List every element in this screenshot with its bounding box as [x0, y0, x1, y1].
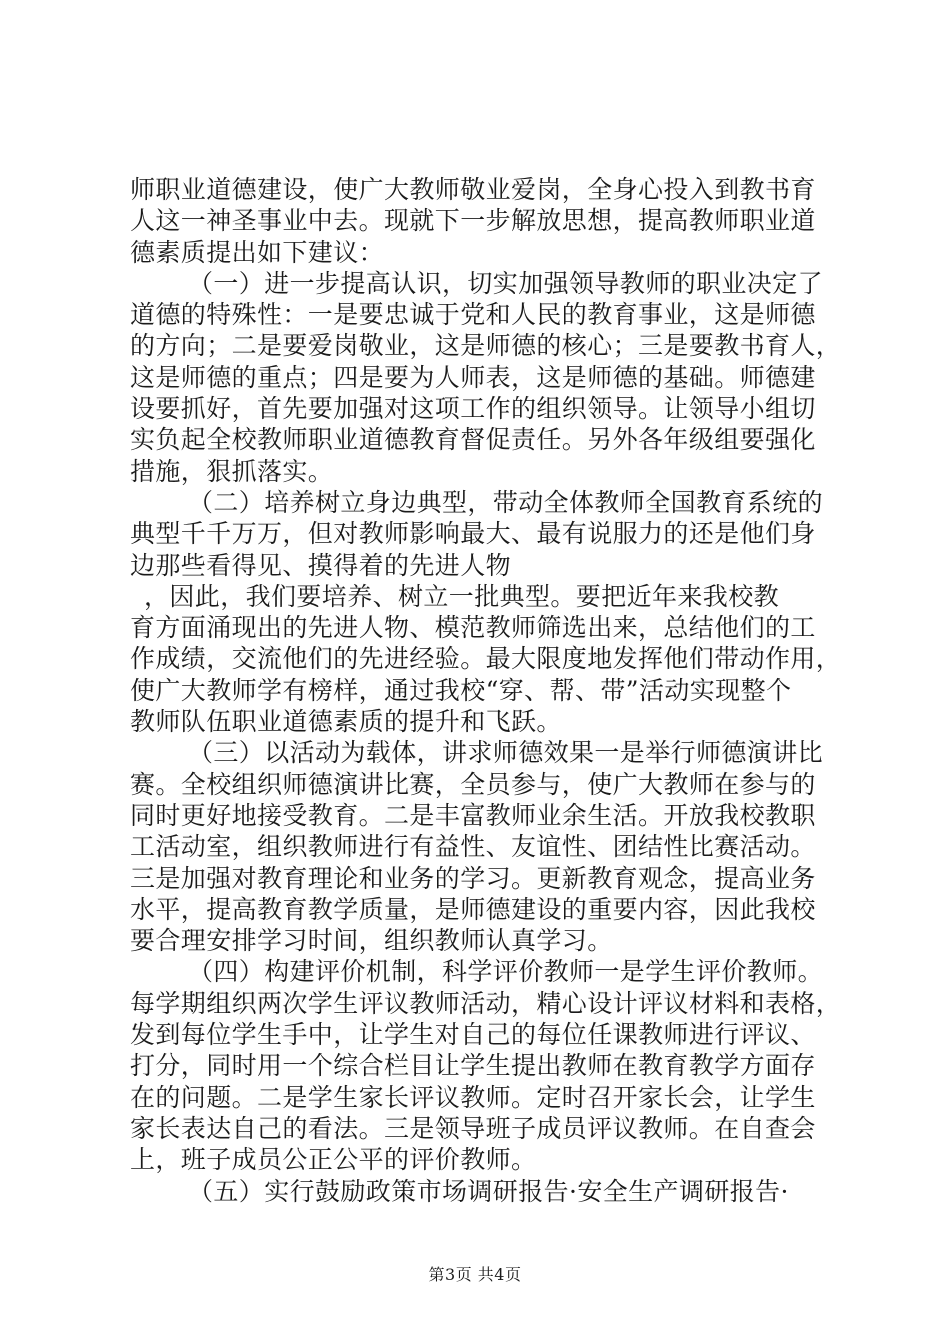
text-line: 使广大教师学有榜样，通过我校“穿、帮、带”活动实现整个 [130, 675, 792, 705]
text-line: 育方面涌现出的先进人物、模范教师筛选出来，总结他们的工 [130, 613, 816, 643]
page-footer [0, 1262, 950, 1285]
text-line: 工活动室，组织教师进行有益性、友谊性、团结性比赛活动。 [130, 832, 816, 862]
text-line: 道德的特殊性：一是要忠诚于党和人民的教育事业，这是师德 [130, 300, 816, 330]
text-line: 每学期组织两次学生评议教师活动，精心设计评议材料和表格， [130, 988, 842, 1018]
text-line: 措施，狠抓落实。 [130, 456, 334, 486]
text-line: 要合理安排学习时间，组织教师认真学习。 [130, 926, 613, 956]
text-line: 德素质提出如下建议： [130, 237, 385, 267]
text-line: 上，班子成员公正公平的评价教师。 [130, 1145, 537, 1175]
text-line: 在的问题。二是学生家长评议教师。定时召开家长会，让学生 [130, 1082, 816, 1112]
text-line: ，因此，我们要培养、树立一批典型。要把近年来我校教 [144, 581, 780, 611]
text-line: 典型千千万万，但对教师影响最大、最有说服力的还是他们身 [130, 519, 816, 549]
paragraph-heading-4: （四）构建评价机制，科学评价教师一是学生评价教师。 [188, 957, 824, 987]
page-number: 第3页 共4页 [428, 1265, 522, 1284]
text-line: 教师队伍职业道德素质的提升和飞跃。 [130, 707, 562, 737]
paragraph-heading-5: （五）实行鼓励政策市场调研报告·安全生产调研报告· [188, 1176, 789, 1206]
text-line: 打分，同时用一个综合栏目让学生提出教师在教育教学方面存 [130, 1051, 816, 1081]
paragraph-heading-3: （三）以活动为载体，讲求师德效果一是举行师德演讲比 [188, 738, 824, 768]
text-line: 水平，提高教育教学质量，是师德建设的重要内容，因此我校 [130, 894, 816, 924]
text-line: 赛。全校组织师德演讲比赛，全员参与，使广大教师在参与的 [130, 769, 816, 799]
text-line: 作成绩，交流他们的先进经验。最大限度地发挥他们带动作用， [130, 644, 842, 674]
paragraph-heading-2: （二）培养树立身边典型，带动全体教师全国教育系统的 [188, 487, 824, 517]
text-line: 同时更好地接受教育。二是丰富教师业余生活。开放我校教职 [130, 800, 816, 830]
paragraph-heading-1: （一）进一步提高认识，切实加强领导教师的职业决定了 [188, 268, 824, 298]
text-line: 的方向；二是要爱岗敬业，这是师德的核心；三是要教书育人， [130, 331, 842, 361]
text-line: 设要抓好，首先要加强对这项工作的组织领导。让领导小组切 [130, 394, 816, 424]
text-line: 实负起全校教师职业道德教育督促责任。另外各年级组要强化 [130, 425, 816, 455]
text-line: 人这一神圣事业中去。现就下一步解放思想，提高教师职业道 [130, 206, 816, 236]
text-line: 家长表达自己的看法。三是领导班子成员评议教师。在自查会 [130, 1113, 816, 1143]
body-text [130, 174, 842, 1207]
text-line: 发到每位学生手中，让学生对自己的每位任课教师进行评议、 [130, 1020, 816, 1050]
text-line: 这是师德的重点；四是要为人师表，这是师德的基础。师德建 [130, 362, 816, 392]
text-line: 边那些看得见、摸得着的先进人物 [130, 550, 512, 580]
text-line: 师职业道德建设，使广大教师敬业爱岗，全身心投入到教书育 [130, 175, 816, 204]
text-line: 三是加强对教育理论和业务的学习。更新教育观念，提高业务 [130, 863, 816, 893]
